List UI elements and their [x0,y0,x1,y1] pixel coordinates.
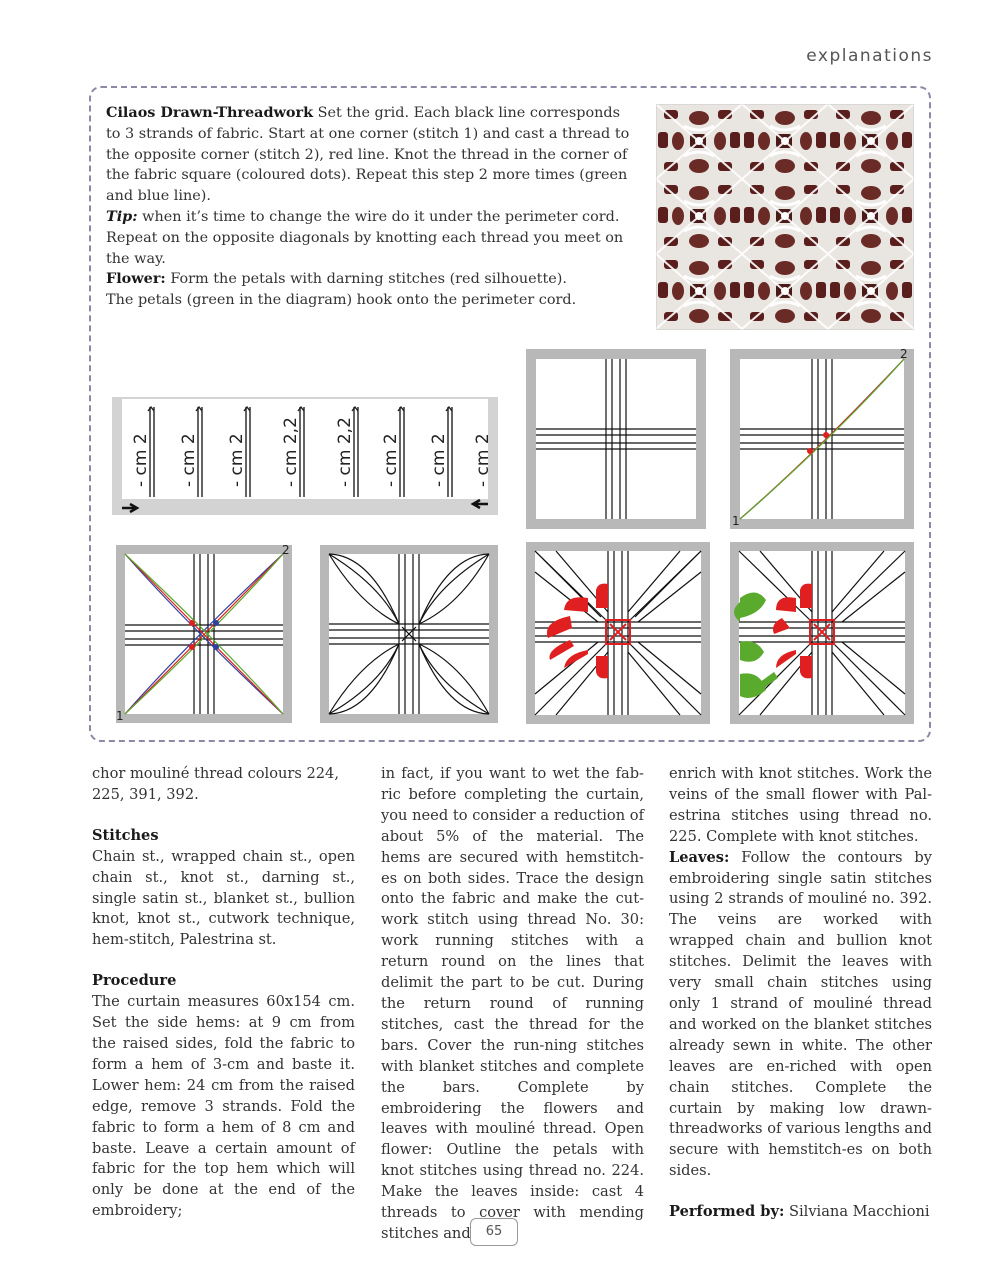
hem-label-4: - cm 2,2 [281,417,301,487]
intro-title: Cilaos Drawn-Threadwork [106,104,314,121]
text-column-2 [381,764,644,1245]
tip-label: Tip: [106,207,138,225]
stitches-heading: Stitches [92,826,159,844]
tip-text: when it’s time to change the wire do it under the perimeter cord. [142,208,620,225]
marker-start-2: 1 [116,709,124,723]
intro-p1: Set the grid. Each black line corresponds to 3 strands of fabric. Start at one corner (stitch 1) and cast a thread to the opposite corner (stitch 2), red line. Knot the thread in the corner of the fabric square (coloured dots). Repeat this step 2 more times (green and blue line). [106,105,630,205]
leaves-paragraph [669,848,932,1183]
intro-paragraph [106,103,630,207]
stitches-text: Chain st., wrapped chain st., open chain st., knot st., darning st., single satin st., blanket st., bullion knot, knot st., cutwork technique, hem-stitch, Palestrina st. [92,847,355,949]
hem-diagram [112,397,498,515]
performed-label: Performed by: [669,1203,785,1221]
text-column-3 [669,764,932,1223]
procedure-heading: Procedure [92,972,177,990]
hem-label-6: - cm 2 [381,433,401,487]
marker-end: 2 [900,349,908,361]
hem-label-5: - cm 2,2 [335,417,355,487]
col1-intro: chor mouliné thread colours 224, 225, 391, 392. [92,765,339,803]
procedure-text: The curtain measures 60x154 cm. Set the side hems: at 9 cm from the raised sides, fold the fabric to form a hem of 3-cm and baste it. Lower hem: 24 cm from the raised edge, remove 3 strands. Fold the fabric to form a hem of 8 cm and baste. Leave a certain amount of fabric for the top hem which will only be done at the end of the embroidery; [92,993,355,1220]
flower-leaves-diagram [730,542,914,724]
performed-name: Silviana Macchioni [788,1203,930,1221]
tip-paragraph [106,207,630,228]
leaves-text: Follow the contours by embroidering single satin stitches using 2 strands of mouliné no. 392. The veins are worked with wrapped chain and bullion knot stitches. Delimit the leaves with very small chain stitches using only 1 strand of mouliné thread and worked on the blanket stitches already sewn in white. The other leaves are en-riched with open chain stitches. Complete the curtain by making low drawn-threadworks of various lengths and secure with hemstitch-es on both sides. [669,848,932,1180]
intro-p3: Repeat on the opposite diagonals by knotting each thread you meet on the way. [106,229,624,267]
grid-diagram [526,349,706,529]
hem-label-8: - cm 2 [473,433,493,487]
intro-p5: The petals (green in the diagram) hook onto the perimeter cord. [106,292,577,309]
hem-label-3: - cm 2 [227,433,247,487]
threadwork-photo [656,104,914,330]
section-header: explanations [806,46,933,66]
marker-start: 1 [732,514,740,528]
flower-label: Flower: [106,270,166,288]
flower-paragraph [106,269,630,290]
hem-label-7: - cm 2 [429,433,449,487]
flower-diagram [526,542,710,724]
marker-end-2: 2 [282,545,290,557]
col3-p1: enrich with knot stitches. Work the veins of the small flower with Pal-estrina stitches using thread no. 225. Complete with knot stitches. [669,765,932,845]
black-cross-diagram [320,545,498,723]
text-column-1 [92,764,355,1222]
diagonal-diagram [730,349,914,529]
hem-label-2: - cm 2 [179,433,199,487]
leaves-label: Leaves: [669,848,730,866]
hem-label-1: - cm 2 [131,433,151,487]
intro-text [106,103,630,311]
col2-text: in fact, if you want to wet the fab-ric before completing the curtain, you need to consider a reduction of about 5% of the material. The hems are secured with hemstitch-es on both sides. Trace the design onto the fabric and make the cut-work stitch using thread No. 30: work running stitches with a return round on the lines that delimit the part to be cut. During the return round of running stitches, cast the thread for the bars. Cover the run-ning stitches with blanket stitches and complete the bars. Complete by embroidering the flowers and leaves with mouliné thread. Open flower: Outline the petals with knot stitches using thread no. 224. Make the leaves inside: cast 4 threads to cover with mending stitches and [381,765,644,1242]
flower-text: Form the petals with darning stitches (red silhouette). [170,271,567,288]
performed-by [669,1202,932,1223]
colored-cross-diagram [116,545,292,723]
page-number: 65 [470,1218,518,1246]
